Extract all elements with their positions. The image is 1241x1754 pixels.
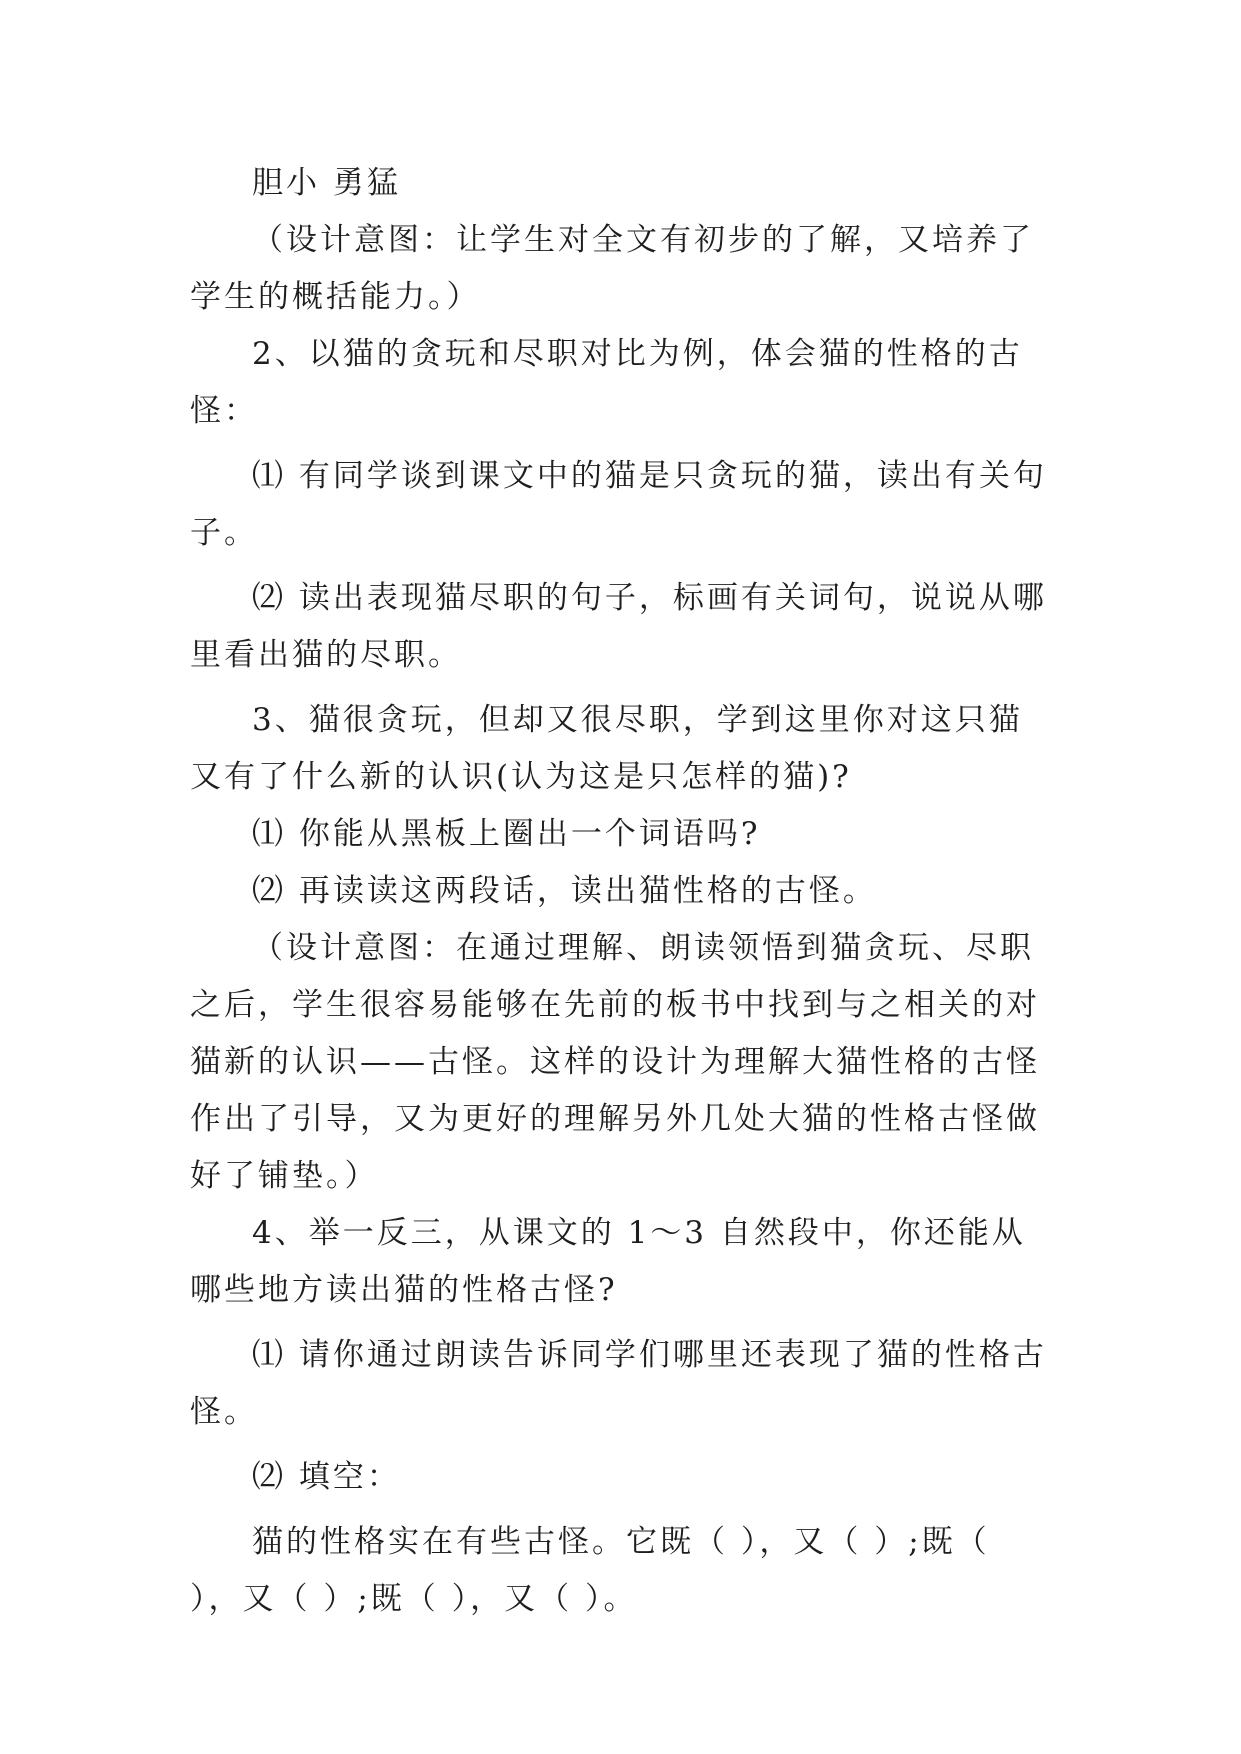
paragraph-keywords: 胆小 勇猛 bbox=[252, 165, 401, 201]
paragraph-step-2-item-2: ⑵ 读出表现猫尽职的句子，标画有关词句，说说从哪里看出猫的尽职。 bbox=[190, 580, 1047, 673]
paragraph-step-3: 3、猫很贪玩，但却又很尽职，学到这里你对这只猫又有了什么新的认识(认为这是只怎样的猫)? bbox=[190, 702, 1023, 795]
paragraph-step-4-item-2: ⑵ 填空： bbox=[252, 1459, 401, 1495]
document-body bbox=[190, 155, 1052, 1628]
paragraph-step-4-item-1: ⑴ 请你通过朗读告诉同学们哪里还表现了猫的性格古怪。 bbox=[190, 1337, 1047, 1430]
paragraph-design-intent-1: （设计意图：让学生对全文有初步的了解，又培养了学生的概括能力。） bbox=[190, 222, 1034, 315]
paragraph-step-2-item-1: ⑴ 有同学谈到课文中的猫是只贪玩的猫，读出有关句子。 bbox=[190, 458, 1047, 551]
paragraph-step-2: 2、以猫的贪玩和尽职对比为例，体会猫的性格的古怪： bbox=[190, 336, 1023, 429]
paragraph-step-4: 4、举一反三，从课文的 1～3 自然段中，你还能从哪些地方读出猫的性格古怪? bbox=[190, 1215, 1026, 1308]
paragraph-design-intent-2: （设计意图：在通过理解、朗读领悟到猫贪玩、尽职之后，学生很容易能够在先前的板书中找到与之相关的对猫新的认识——古怪。这样的设计为理解大猫性格的古怪作出了引导，又为更好的理解另外几处大猫的性格古怪做好了铺垫。） bbox=[190, 930, 1040, 1194]
paragraph-step-3-item-2: ⑵ 再读读这两段话，读出猫性格的古怪。 bbox=[252, 873, 877, 909]
paragraph-step-3-item-1: ⑴ 你能从黑板上圈出一个词语吗? bbox=[252, 816, 761, 852]
paragraph-fill-in-blank: 猫的性格实在有些古怪。它既（ ），又（ ）;既（ ），又（ ）;既（ ），又（ ）。 bbox=[190, 1524, 990, 1617]
